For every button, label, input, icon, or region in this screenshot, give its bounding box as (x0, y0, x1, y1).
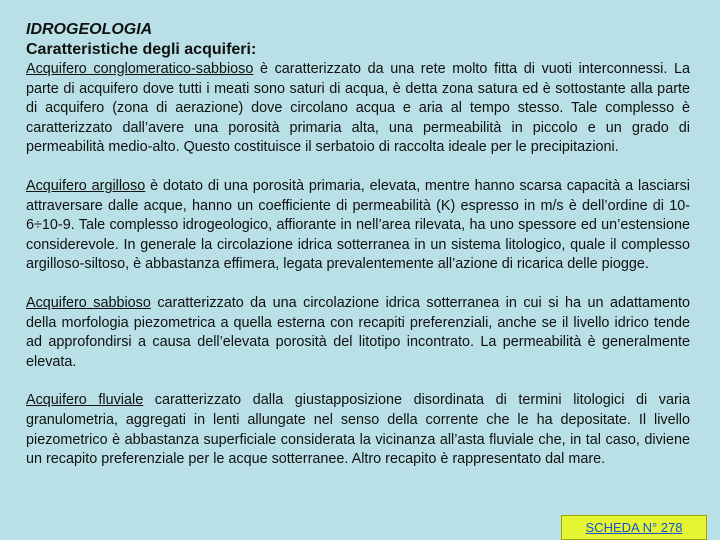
paragraph-conglomeratico (26, 60, 690, 158)
paragraph-text: è caratterizzato da una rete molto fitta di vuoti interconnessi. La parte di acquifero dove tutti i meati sono saturi di acqua, è detta zona satura ed è sottostante alla parte di acquifero (zona di aerazione) dove circolano acqua e aria al tempo stesso. Tale complesso è caratterizzato dall’avere una porosità primaria alta, una permeabilità in piccolo e un grado di permeabilità medio-alto. Questo costituisce il serbatoio di raccolta ideale per le precipitazioni. (26, 61, 690, 156)
paragraph-argilloso (26, 177, 690, 275)
scheda-link[interactable]: SCHEDA N° 278 (585, 520, 683, 535)
term-conglomeratico: Acquifero conglomeratico-sabbioso (26, 61, 254, 77)
paragraph-text: è dotato di una porosità primaria, elevata, mentre hanno scarsa capacità a lasciarsi attraversare dalle acque, hanno un coefficiente di permeabilità (K) espresso in m/s è dell’ordine di 10-6÷10-9. Tale complesso idrogeologico, affiorante in nell’area rilevata, ha uno spessore ed un’estensione considerevole. In generale la circolazione idrica sotterranea in un sistema litologico, quale il complesso argilloso-siltoso, è abbastanza effimera, legata prevalentemente all’azione di ricarica delle piogge. (26, 177, 690, 273)
scheda-link-box (561, 515, 707, 540)
term-fluviale: Acquifero fluviale (26, 392, 144, 409)
paragraph-text: caratterizzato da una circolazione idrica sotterranea in cui si ha un adattamento della morfologia piezometrica a quella esterna con recapiti preferenziali, anche se il livello idrico tende ad approfondirsi a causa dell’elevata porosità del litotipo incontrato. La permeabilità è generalmente elevata. (26, 294, 690, 370)
paragraph-text: caratterizzato dalla giustapposizione disordinata di termini litologici di varia granulometria, aggregati in lenti allungate nel senso della corrente che le ha depositate. Il livello piezometrico è abbastanza superficiale considerata la vicinanza all’asta fluviale che, in tal caso, diviene un recapito preferenziale per le acque sotterranee. Altro recapito è rappresentato dal mare. (26, 392, 690, 468)
page-title: IDROGEOLOGIA (26, 21, 153, 38)
page-subtitle: Caratteristiche degli acquiferi: (26, 41, 257, 58)
paragraph-sabbioso (26, 294, 690, 372)
term-sabbioso: Acquifero sabbioso (26, 294, 151, 311)
slide-content (26, 20, 690, 470)
paragraph-fluviale (26, 391, 690, 469)
term-argilloso: Acquifero argilloso (26, 177, 146, 194)
